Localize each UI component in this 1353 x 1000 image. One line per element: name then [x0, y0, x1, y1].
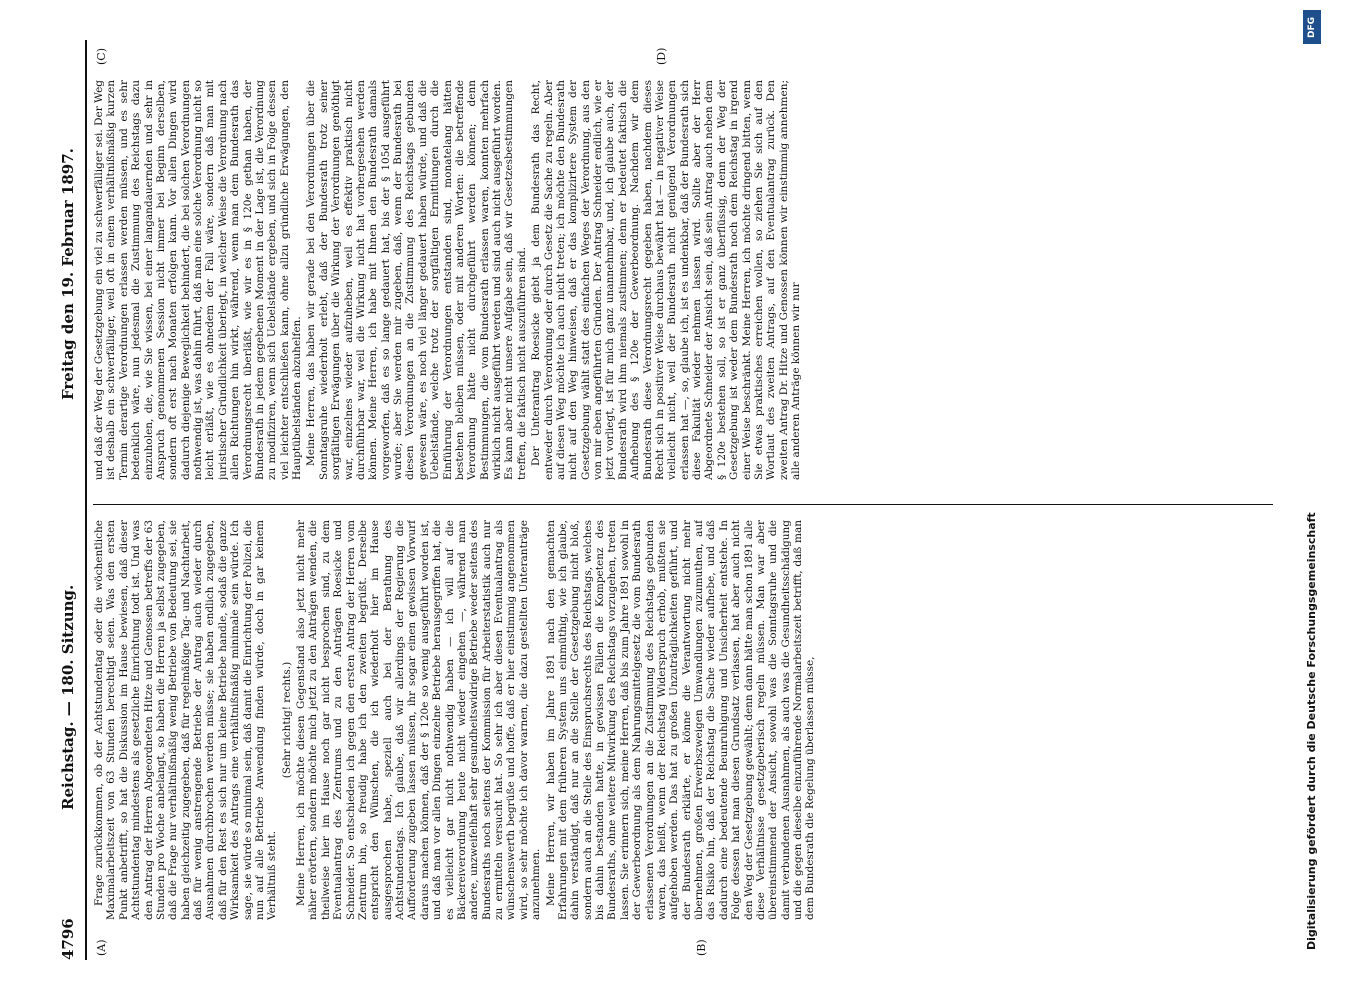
column-divider — [93, 504, 1273, 505]
margin-marker-c: (C) — [95, 48, 108, 65]
header-left-title: Reichstag. — 180. Sitzung. — [59, 584, 77, 810]
left-text-column — [93, 520, 1273, 920]
paragraph: und daß der Weg der Gesetzgebung ein viel zu schwerfälliger sei. Der Weg ist deshalb ein schwerfälliger, weil oft in einem verhältnißmäßig kurzen Termin derartige Verordnungen erlassen werden müssen, und es sehr bedenklich wäre, nun jedesmal die Zustimmung des Reichstags dazu einzuholen, die, wie Sie wissen, bei einer langandauernden und sehr in Anspruch genommenen Session nicht immer bei Beginn derselben, sondern oft erst nach Monaten erfolgen kann. Vor allen Dingen wird dadurch diejenige Beweglichkeit behindert, die bei solchen Verordnungen nothwendig ist, was dahin führt, daß man eine solche Verordnung nicht so leicht erläßt, wie es ohnedem der Fall wäre, sondern daß man mit juristischer Gründlichkeit überlegt, in welcher Weise die Verordnung nach allen Richtungen hin wirkt, während, wenn man dem Bundesrath das Verordnungsrecht überläßt, wie wir es in § 120e gethan haben, der Bundesrath in jedem gegebenen Moment in der Lage ist, die Verordnung zu modifiziren, wenn sich Uebelstände ergeben, und sich in Folge dessen viel leichter entschließen kann, ohne allzu gründliche Erwägungen, den Hauptübelständen abzuhelfen. — [93, 80, 303, 480]
page-number: 4796 — [59, 918, 77, 960]
margin-marker-a: (A) — [95, 939, 108, 956]
dfg-logo: DFG — [1303, 10, 1321, 44]
digitization-caption: Digitalisierung gefördert durch die Deutsche Forschungsgemeinschaft — [1305, 512, 1318, 950]
paragraph: Meine Herren, wir haben im Jahre 1891 nach den gemachten Erfahrungen mit dem früheren System uns einmüthig, wie ich glaube, dahin verständigt, daß nur an die Stelle der Gesetzgebung nicht bloß, sondern auch an die Stelle des Einspruchsrechts des Reichstags, welches bis dahin bestanden hatte, in gewissen Fällen die Kompetenz des Bundesraths, ohne weitere Mitwirkung des Reichstags vorzugehen, treten lassen. Sie erinnern sich, meine Herren, daß bis zum Jahre 1891 sowohl in der Gewerbeordnung als dem Nahrungsmittelgesetz die vom Bundesrath erlassenen Verordnungen an die Zustimmung des Reichstags gebunden waren, das heißt, wenn der Reichstag Widerspruch erhob, mußten sie aufgehoben werden. Das hat zu großen Unzuträglichkeiten geführt, und der Bundesrath erklärte, er könne die Verantwortung nicht mehr übernehmen, großen Erwerbszweigen Umwandlungen zuzumuthen, auf das Risiko hin, daß der Reichstag die Sache wieder aufhebe, und daß dadurch eine bedeutende Beunruhigung und Unsicherheit entstehe. In Folge dessen hat man diesen Grundsatz verlassen, hat aber auch nicht den Weg der Gesetzgebung gewählt; denn dann hätte man schon 1891 alle diese Verhältnisse gesetzgeberisch regeln müssen. Man war aber übereinstimmend der Ansicht, sowohl was die Sonntagsruhe und die damit verbundenen Ausnahmen, als auch was die Gesundheitsschädigung und die gegen dieselbe einzuführende Normalarbeitszeit betrifft, daß man dem Bundesrath die Regelung überlassen müsse, — [544, 520, 817, 920]
header-right-title: Freitag den 19. Februar 1897. — [59, 148, 77, 400]
digitization-note — [1293, 10, 1343, 990]
interjection: (Sehr richtig! rechts.) — [280, 661, 293, 779]
header-rule — [85, 40, 87, 960]
page-header — [55, 40, 85, 960]
paragraph: Meine Herren, ich möchte diesen Gegenstand also jetzt nicht mehr näher erörtern, sondern möchte mich jetzt zu den Anträgen wenden, die theilweise hier im Hause noch gar nicht besprochen sind, zu dem Eventualantrag des Zentrums und zu den Anträgen Roesicke und Schneider. So entschieden ich gegen den ersten Antrag der Herren vom Zentrum bin, so freudig habe ich den zweiten begrüßt. Derselbe entspricht den Wünschen, die ich wiederholt hier im Hause ausgesprochen habe, speziell auch bei der Berathung des Achtstundentags. Ich glaube, daß wir allerdings der Regierung die Aufforderung zugeben lassen müssen, ihr sogar einen gewissen Vorwurf daraus machen können, daß der § 120e so wenig ausgeführt worden ist, und daß man vor allen Dingen einzelne Betriebe herausgegriffen hat, die es vielleicht gar nicht nothwendig haben — ich will auf die Bäckereiverordnung heute nicht wieder eingehen —, während man andere, unzweifelhaft sehr gesundheitswidrige Betriebe weder seitens des Bundesraths noch seitens der Kommission für Arbeiterstatistik auch nur zu ermitteln versucht hat. So sehr ich aber diesen Eventualantrag als wünschenswerth begrüße und hoffe, daß er hier einstimmig angenommen wird, so sehr möchte ich davor warnen, die dazu gestellten Unteranträge anzunehmen. — [295, 520, 543, 920]
margin-marker-d: (D) — [655, 47, 668, 65]
rotated-page — [55, 40, 1295, 960]
paragraph: Der Unterantrag Roesicke giebt ja dem Bundesrath das Recht, entweder durch Verordnung oder durch Gesetz die Sache zu regeln. Aber auf diesen Weg möchte ich auch nicht treten; ich möchte den Bundesrath nicht auf den Weg hinweisen, daß er das komplizirtere System der Gesetzgebung wählt statt des einfachen Weges der Verordnung, aus den von mir eben angeführten Gründen. Der Antrag Schneider endlich, wie er jetzt vorliegt, ist für mich ganz unannehmbar, und, ich glaube auch, der Bundesrath wird ihm niemals zustimmen; denn er bedeutet faktisch die Aufhebung des § 120e der Gewerbeordnung. Nachdem wir dem Bundesrath diese Verordnungsrecht gegeben haben, nachdem dieses Recht sich in positiver Weise durchaus bewährt hat — in negativer Weise vielleicht nicht, weil der Bundesrath nicht genügend Verordnungen erlassen hat —, so, glaube ich, ist es undenkbar, daß der Bundesrath sich diese Fakultät wieder nehmen lassen wird. Sollte aber der Herr Abgeordnete Schneider der Ansicht sein, daß sein Antrag auch neben dem § 120e bestehen soll, so ist er ganz überflüssig, denn der Weg der Gesetzgebung ist weder dem Bundesrath noch dem Reichstag in irgend einer Weise beschränkt. Meine Herren, ich möchte dringend bitten, wenn Sie etwas praktisches erreichen wollen, so ziehen Sie sich auf den Wortlaut des zweiten Antrags, auf den Eventualantrag zurück. Den zweiten Antrag Dr. Hitze und Genossen können wir einstimmig annehmen; alle anderen Anträge können wir nur — [530, 80, 802, 480]
margin-marker-b: (B) — [695, 939, 708, 956]
paragraph: Meine Herren, das haben wir gerade bei den Verordnungen über die Sonntagsruhe wiederholt erlebt, daß der Bundesrath trotz seiner sorgfältigen Erwägungen über die Wirkung der Verordnungen genöthigt war, einzelnes wieder aufzuheben, weil es effektiv praktisch nicht durchführbar war, weil die Wirkung nicht hat vorhergesehen werden können. Meine Herren, ich habe mit Ihnen den Bundesrath damals vorgeworfen, daß es so lange gedauert hat, bis der § 105d ausgeführt wurde; aber Sie werden mir zugeben, daß, wenn der Bundesrath bei diesen Verordnungen an die Zustimmung des Reichstags gebunden gewesen wäre, es noch viel länger gedauert haben würde, und daß die Uebelstände, welche trotz der sorgfältigen Ermittlungen durch die Einführung der Verordnungen entstanden sind, monatelang hätten bestehen bleiben müssen, oder mit anderen Worten: die betreffende Verordnung hätte nicht durchgeführt werden können; denn Bestimmungen, die vom Bundesrath erlassen waren, konnten mehrfach wirklich nicht ausgeführt werden und sind auch nicht ausgeführt worden. Es kann aber nicht unsere Aufgabe sein, daß wir Gesetzesbestimmungen treffen, die faktisch nicht auszuführen sind. — [305, 80, 528, 480]
right-text-column — [93, 80, 1273, 480]
paragraph: Frage zurückkommen, ob der Achtstundentag oder die wöchentliche Maximalarbeitszeit von 63 Stunden berechtigt seien. Was den ersten Punkt anbetrifft, so hat die Diskussion im Hause bewiesen, daß dieser Achtstundentag mindestens als gesetzliche Einrichtung todt ist. Und was den Antrag der Herren Abgeordneten Hitze und Genossen betreffs der 63 Stunden pro Woche anbelangt, so haben die Herren ja selbst zugegeben, daß die Frage nur verhältnißmäßig wenig Betriebe von Bedeutung sei, sie haben gleichzeitig zugegeben, daß für regelmäßige Tag- und Nachtarbeit, daß für wenig anstrengende Betriebe der Antrag auch wieder durch Ausnahmen durchbrochen werden müsse; sie haben endlich zugegeben, daß für den Rest es sich nur um kleine Betriebe handle, sodaß die ganze Wirksamkeit des Antrags eine verhältnißmäßig minimale sein würde. Ich sage, sie würde so minimal sein, daß damit die Einrichtung der Polizei, die nun auf alle Betriebe Anwendung finden würde, doch in gar keinem Verhältniß steht. — [93, 520, 279, 920]
